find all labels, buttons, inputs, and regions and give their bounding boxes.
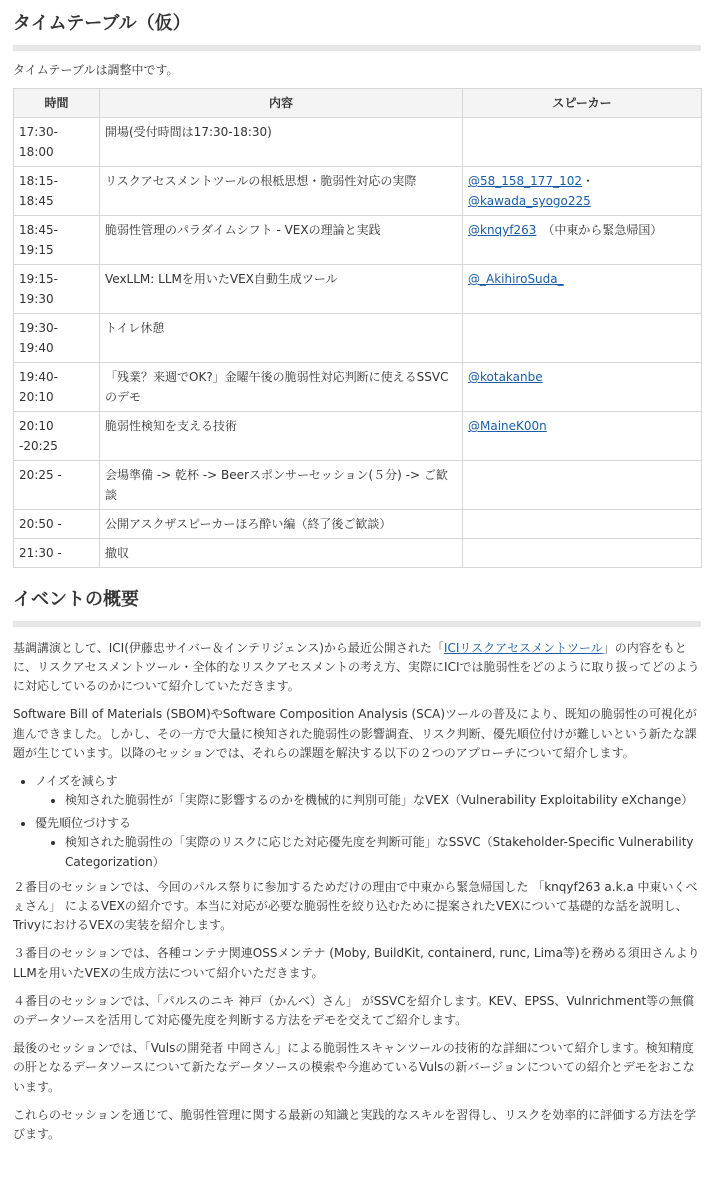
table-row [14,166,702,215]
time-text: 20:10 [19,389,54,404]
timetable-table [13,88,702,568]
list-item [35,772,701,810]
cell-speaker [463,215,702,264]
cell-time [14,264,100,313]
cell-time [14,362,100,411]
cell-speaker [463,509,702,538]
timetable-heading: タイムテーブル（仮） [13,10,701,51]
cell-content: 撤収 [100,538,463,567]
speaker-link[interactable]: @kotakanbe [468,369,543,384]
table-row [14,538,702,567]
column-header-content: 内容 [100,88,463,117]
speaker-note: （中東から緊急帰国） [542,222,663,237]
approach-label-priority: 優先順位づけする [35,816,132,831]
cell-time [14,215,100,264]
time-text: 19:30- [19,320,58,335]
ici-tool-link[interactable]: ICIリスクアセスメントツール [443,640,603,655]
time-text: 17:30- [19,124,58,139]
overview-paragraph-closing: これらのセッションを通じて、脆弱性管理に関する最新の知識と実践的なスキルを習得し、リスクを効率的に評価する方法を学びます。 [13,1107,697,1141]
cell-time [14,166,100,215]
speaker-link[interactable]: @MaineK00n [468,418,547,433]
timetable-note: タイムテーブルは調整中です。 [13,62,179,77]
overview-paragraph-sbom: Software Bill of Materials (SBOM)やSoftware Composition Analysis (SCA)ツールの普及により、既知の脆弱性の可視化が進んできました。しかし、その一方で大量に検知された脆弱性の影響調査、リスク判断、優先順位付けが難しいという新たな課題が生じています。以降のセッションでは、それらの課題を解決する以下の２つのアプローチについて紹介します。 [13,707,697,760]
speaker-separator: ・ [581,173,594,188]
speaker-link[interactable]: @kawada_syogo225 [468,193,591,208]
time-text: 20:50 - [19,516,62,531]
cell-speaker [463,538,702,567]
speaker-link[interactable]: @_AkihiroSuda_ [468,271,564,286]
time-text: 21:30 - [19,545,62,560]
table-row [14,264,702,313]
time-text: 18:15- [19,173,58,188]
overview-paragraph-session3: ３番目のセッションでは、各種コンテナ関連OSSメンテナ (Moby, BuildKit, containerd, runc, Lima等)を務める須田さんよりLLMを用いたVEXの生成方法について紹介いただきます。 [13,946,700,980]
cell-content: 「残業？来週でOK?」金曜午後の脆弱性対応判断に使えるSSVCのデモ [100,362,463,411]
speaker-link[interactable]: @58_158_177_102 [468,173,582,188]
time-text: 19:30 [19,291,54,306]
approach-detail-ssvc: • 検知された脆弱性の「実際のリスクに応じた対応優先度を判断可能」なSSVC（Stakeholder-Specific Vulnerability Categorization） [65,833,701,871]
approach-label-noise: ノイズを減らす [35,773,118,788]
approach-detail-vex: • 検知された脆弱性が「実際に影響するのかを機械的に判別可能」なVEX（Vulnerability Exploitability eXchange） [65,791,701,810]
intro-prefix: 基調講演として、ICI(伊藤忠サイバー＆インテリジェンス)から最近公開された「 [13,640,444,655]
time-text: 19:15 [19,242,54,257]
time-text: -20:25 [19,438,58,453]
table-row [14,215,702,264]
table-row [14,362,702,411]
time-text: 18:45- [19,222,58,237]
cell-content: 会場準備 -> 乾杯 -> Beerスポンサーセッション(５分) -> ご歓談 [100,460,463,509]
table-row [14,117,702,166]
cell-time [14,313,100,362]
cell-speaker [463,264,702,313]
table-row [14,411,702,460]
time-text: 19:40- [19,369,58,384]
cell-time [14,509,100,538]
column-header-speaker: スピーカー [463,88,702,117]
table-row [14,509,702,538]
cell-content: リスクアセスメントツールの根柢思想・脆弱性対応の実際 [100,166,463,215]
time-text: 20:25 - [19,467,62,482]
cell-speaker [463,362,702,411]
cell-speaker [463,313,702,362]
cell-time [14,460,100,509]
time-text: 18:00 [19,144,54,159]
intro-suffix: 」の内容をもとに、リスクアセスメントツール・全体的なリスクアセスメントの考え方、実際にICIでは脆弱性をどのように取り扱ってどのように対応しているのかについて紹介していただきます。 [13,640,700,694]
overview-paragraph-session4: ４番目のセッションでは、「パルスのニキ 神戸（かんべ）さん」 がSSVCを紹介します。KEV、EPSS、Vulnrichment等の無償のデータソースを活用して対応優先度を判断する方法をデモを交えてご紹介します。 [13,993,695,1027]
list-item [35,814,701,872]
cell-content: 公開アスクザスピーカーほろ酔い編（終了後ご歓談） [100,509,463,538]
table-header-row [14,88,702,117]
cell-time [14,117,100,166]
overview-paragraph-session5: 最後のセッションでは、「Vulsの開発者 中岡さん」による脆弱性スキャンツールの技術的な詳細について紹介します。検知精度の肝となるデータソースについて新たなデータソースの模索や今進めているVulsの新バージョンについての紹介とデモをおこないます。 [13,1041,695,1094]
overview-intro [13,639,701,697]
column-header-time: 時間 [14,88,100,117]
cell-content: 開場(受付時間は17:30-18:30) [100,117,463,166]
cell-content: 脆弱性検知を支える技術 [100,411,463,460]
cell-time [14,538,100,567]
cell-speaker [463,166,702,215]
cell-content: 脆弱性管理のパラダイムシフト - VEXの理論と実践 [100,215,463,264]
cell-content: トイレ休憩 [100,313,463,362]
cell-speaker [463,460,702,509]
cell-speaker [463,117,702,166]
overview-paragraph-session2: ２番目のセッションでは、今回のパルス祭りに参加するためだけの理由で中東から緊急帰国した 「knqyf263 a.k.a 中東いくべぇさん」 によるVEXの紹介です。本当に対応が必要な脆弱性を絞り込むために提案されたVEXについて基礎的な話を説明し、TrivyにおけるVEXの実装を紹介します。 [13,879,698,933]
overview-heading: イベントの概要 [13,586,701,627]
cell-time [14,411,100,460]
time-text: 19:15- [19,271,58,286]
time-text: 20:10 [19,418,54,433]
speaker-link[interactable]: @knqyf263 [468,222,537,237]
time-text: 18:45 [19,193,54,208]
time-text: 19:40 [19,340,54,355]
cell-content: VexLLM: LLMを用いたVEX自動生成ツール [100,264,463,313]
approach-list [13,772,701,872]
cell-speaker [463,411,702,460]
table-row [14,460,702,509]
table-row [14,313,702,362]
